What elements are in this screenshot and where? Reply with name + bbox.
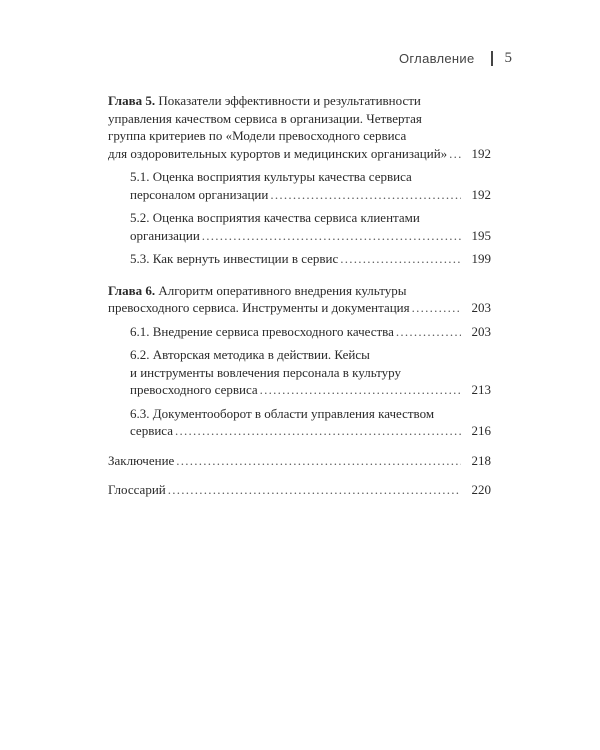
running-header-title: Оглавление: [399, 51, 475, 66]
entry-title-line: 5.2. Оценка восприятия качества сервиса клиентами: [130, 210, 420, 225]
entry-page-number: 220: [471, 482, 491, 497]
toc-entry-6-1[interactable]: [108, 323, 491, 341]
toc-entry-glossary[interactable]: [108, 481, 491, 499]
entry-page-number: 216: [471, 423, 491, 438]
entry-page-number: 203: [471, 323, 491, 339]
toc-entry-chapter-6[interactable]: [108, 282, 491, 317]
entry-title-line: для оздоровительных курортов и медицинских организаций»: [108, 145, 448, 161]
entry-title-line: превосходного сервиса: [130, 382, 258, 397]
entry-title-line: превосходного сервиса. Инструменты и документация: [108, 300, 410, 315]
dot-leader: [200, 227, 461, 245]
toc-entry-chapter-5[interactable]: [108, 92, 491, 162]
entry-title-line: 6.1. Внедрение сервиса превосходного качества: [130, 323, 394, 339]
dot-leader: [174, 452, 461, 470]
table-of-contents: [108, 92, 491, 499]
entry-title-line: 6.2. Авторская методика в действии. Кейсы: [130, 347, 370, 362]
entry-title-line: Алгоритм оперативного внедрения культуры: [158, 282, 407, 298]
entry-page-number: 203: [471, 300, 491, 315]
dot-leader: [268, 186, 461, 204]
dot-leader: [166, 481, 461, 499]
dot-leader: [173, 422, 461, 440]
toc-entry-5-1[interactable]: [108, 168, 491, 203]
entry-title-line: 6.3. Документооборот в области управления качеством: [130, 405, 435, 421]
dot-leader: [258, 381, 461, 399]
entry-title-line: персоналом организации: [130, 186, 269, 202]
page-number: 5: [504, 50, 512, 66]
entry-title-line: 5.1. Оценка восприятия культуры качества сервиса: [130, 169, 412, 184]
entry-title-line: Глоссарий: [108, 482, 166, 497]
header-divider: [491, 51, 493, 66]
entry-page-number: 192: [471, 145, 491, 161]
entry-title-line: и инструменты вовлечения персонала в культуру: [130, 364, 401, 380]
entry-page-number: 218: [471, 452, 491, 468]
entry-page-number: 213: [471, 382, 491, 397]
entry-title-line: сервиса: [130, 423, 173, 438]
dot-leader: [447, 145, 461, 163]
chapter-label: Глава 5.: [108, 93, 156, 108]
toc-entry-5-2[interactable]: [108, 209, 491, 244]
entry-title-line: Показатели эффективности и результативности: [158, 93, 421, 108]
toc-entry-6-2[interactable]: [108, 346, 491, 399]
entry-title-line: 5.3. Как вернуть инвестиции в сервис: [130, 251, 339, 266]
entry-page-number: 195: [471, 227, 491, 243]
entry-title-line: управления качеством сервиса в организации. Четвертая: [108, 110, 422, 126]
entry-page-number: 199: [471, 251, 491, 266]
toc-entry-5-3[interactable]: [108, 250, 491, 268]
dot-leader: [410, 299, 461, 317]
toc-entry-conclusion[interactable]: [108, 452, 491, 470]
entry-page-number: 192: [471, 186, 491, 202]
chapter-label: Глава 6.: [108, 282, 156, 298]
dot-leader: [394, 323, 461, 341]
dot-leader: [338, 250, 461, 268]
entry-title-line: группа критериев по «Модели превосходного сервиса: [108, 128, 407, 143]
toc-entry-6-3[interactable]: [108, 405, 491, 440]
running-header: [399, 50, 512, 67]
entry-title-line: Заключение: [108, 452, 175, 468]
entry-title-line: организации: [130, 227, 200, 243]
